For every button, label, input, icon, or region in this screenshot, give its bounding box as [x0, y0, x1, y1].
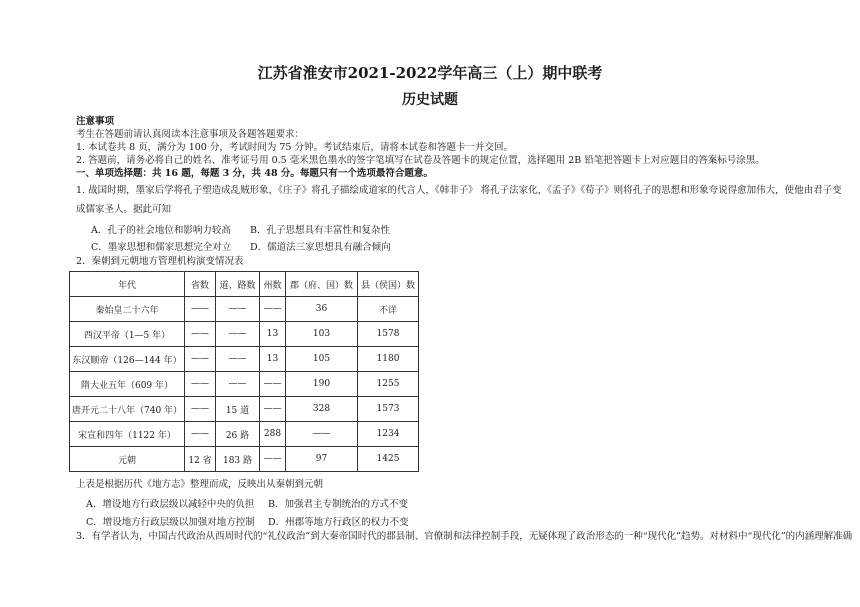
- q1-option-c: C．墨家思想和儒家思想完全对立: [91, 242, 232, 253]
- q1-option-a: A．孔子的社会地位和影响力较高: [91, 225, 231, 236]
- table-cell: 不详: [358, 297, 419, 322]
- table-cell: ——: [286, 422, 358, 447]
- table-header-cell: 道、路数: [216, 272, 260, 297]
- table-cell: 宋宣和四年（1122 年）: [70, 422, 185, 447]
- table-cell: 1425: [358, 447, 419, 472]
- notice-heading: 注意事项: [76, 116, 115, 127]
- q1-stem-line2: 成儒家圣人。据此可知: [76, 204, 172, 215]
- table-row: [70, 397, 419, 422]
- table-cell: 36: [286, 297, 358, 322]
- table-cell: ——: [216, 372, 260, 397]
- q2-option-d: D．州郡等地方行政区的权力不变: [268, 517, 409, 528]
- q2-stem: 2．秦朝到元朝地方管理机构演变情况表: [76, 256, 244, 267]
- table-row: [70, 322, 419, 347]
- section-heading: 一、单项选择题：共 16 题，每题 3 分，共 48 分。每题只有一个选项最符合题意。: [76, 168, 433, 179]
- table-cell: ——: [185, 347, 216, 372]
- notice-item-2: 2. 答题前，请务必将自己的姓名、准考证号用 0.5 毫米黑色墨水的签字笔填写在试卷及答题卡的规定位置，选择题用 2B 铅笔把答题卡上对应题目的答案标号涂黑。: [76, 155, 765, 166]
- q2-option-b: B．加强君主专制统治的方式不变: [268, 499, 408, 510]
- table-cell: ——: [185, 422, 216, 447]
- table-cell: ——: [260, 297, 286, 322]
- q3-stem: 3．有学者认为，中国古代政治从西周时代的“礼仪政治”到大秦帝国时代的郡县制、官僚制和法律控制手段，无疑体现了政治形态的一种“现代化”趋势。对材料中“现代化”的内涵理解准确: [76, 531, 853, 542]
- table-row: [70, 447, 419, 472]
- table-cell: ——: [260, 372, 286, 397]
- table-cell: 13: [260, 347, 286, 372]
- q1-stem-line1: 1. 战国时期，墨家后学将孔子塑造成乱贼形象，《庄子》将孔子描绘成道家的代言人，《韩非子》 将孔子法家化，《孟子》《荀子》则将孔子的思想和形象夸说得愈加伟大，使他由君子变: [76, 185, 842, 196]
- table-cell: 1573: [358, 397, 419, 422]
- exam-title: 江苏省淮安市2021-2022学年高三（上）期中联考: [257, 64, 603, 82]
- table-cell: 元朝: [70, 447, 185, 472]
- exam-subtitle: 历史试题: [402, 92, 458, 108]
- table-row: [70, 422, 419, 447]
- q1-option-d: D．儒道法三家思想具有融合倾向: [250, 242, 391, 253]
- table-cell: 西汉平帝（1—5 年）: [70, 322, 185, 347]
- table-cell: 1234: [358, 422, 419, 447]
- table-cell: 15 道: [216, 397, 260, 422]
- table-cell: 隋大业五年（609 年）: [70, 372, 185, 397]
- q2-option-a: A．增设地方行政层级以减轻中央的负担: [86, 499, 255, 510]
- table-cell: 秦始皇二十六年: [70, 297, 185, 322]
- table-header-cell: 州数: [260, 272, 286, 297]
- table-cell: ——: [185, 372, 216, 397]
- table-cell: ——: [185, 297, 216, 322]
- table-cell: 12 省: [185, 447, 216, 472]
- table-row: [70, 372, 419, 397]
- notice-item-1: 1. 本试卷共 8 页，满分为 100 分，考试时间为 75 分钟。考试结束后，请将本试卷和答题卡一并交回。: [76, 142, 513, 153]
- table-cell: 26 路: [216, 422, 260, 447]
- table-cell: 1180: [358, 347, 419, 372]
- table-cell: 1255: [358, 372, 419, 397]
- table-cell: 1578: [358, 322, 419, 347]
- table-cell: 288: [260, 422, 286, 447]
- table-cell: ——: [260, 447, 286, 472]
- table-header-row: [70, 272, 419, 297]
- notice-intro: 考生在答题前请认真阅读本注意事项及各题答题要求：: [76, 129, 305, 140]
- table-header-cell: 年代: [70, 272, 185, 297]
- table-cell: 唐开元二十八年（740 年）: [70, 397, 185, 422]
- table-cell: 13: [260, 322, 286, 347]
- table-row: [70, 347, 419, 372]
- table-cell: ——: [260, 397, 286, 422]
- q2-after-text: 上表是根据历代《地方志》整理而成，反映出从秦朝到元朝: [76, 479, 324, 490]
- table-cell: 183 路: [216, 447, 260, 472]
- table-cell: 103: [286, 322, 358, 347]
- table-cell: 105: [286, 347, 358, 372]
- table-cell: 328: [286, 397, 358, 422]
- admin-table: [69, 271, 419, 472]
- table-header-cell: 省数: [185, 272, 216, 297]
- table-header-cell: 县（侯国）数: [358, 272, 419, 297]
- q2-option-c: C．增设地方行政层级以加强对地方控制: [86, 517, 255, 528]
- table-cell: 190: [286, 372, 358, 397]
- table-cell: 东汉顺帝（126—144 年）: [70, 347, 185, 372]
- table-cell: ——: [185, 322, 216, 347]
- q1-option-b: B．孔子思想具有丰富性和复杂性: [250, 225, 390, 236]
- table-cell: ——: [216, 322, 260, 347]
- table-cell: ——: [216, 297, 260, 322]
- table-cell: ——: [185, 397, 216, 422]
- table-row: [70, 297, 419, 322]
- table-cell: ——: [216, 347, 260, 372]
- table-cell: 97: [286, 447, 358, 472]
- table-header-cell: 郡（府、国）数: [286, 272, 358, 297]
